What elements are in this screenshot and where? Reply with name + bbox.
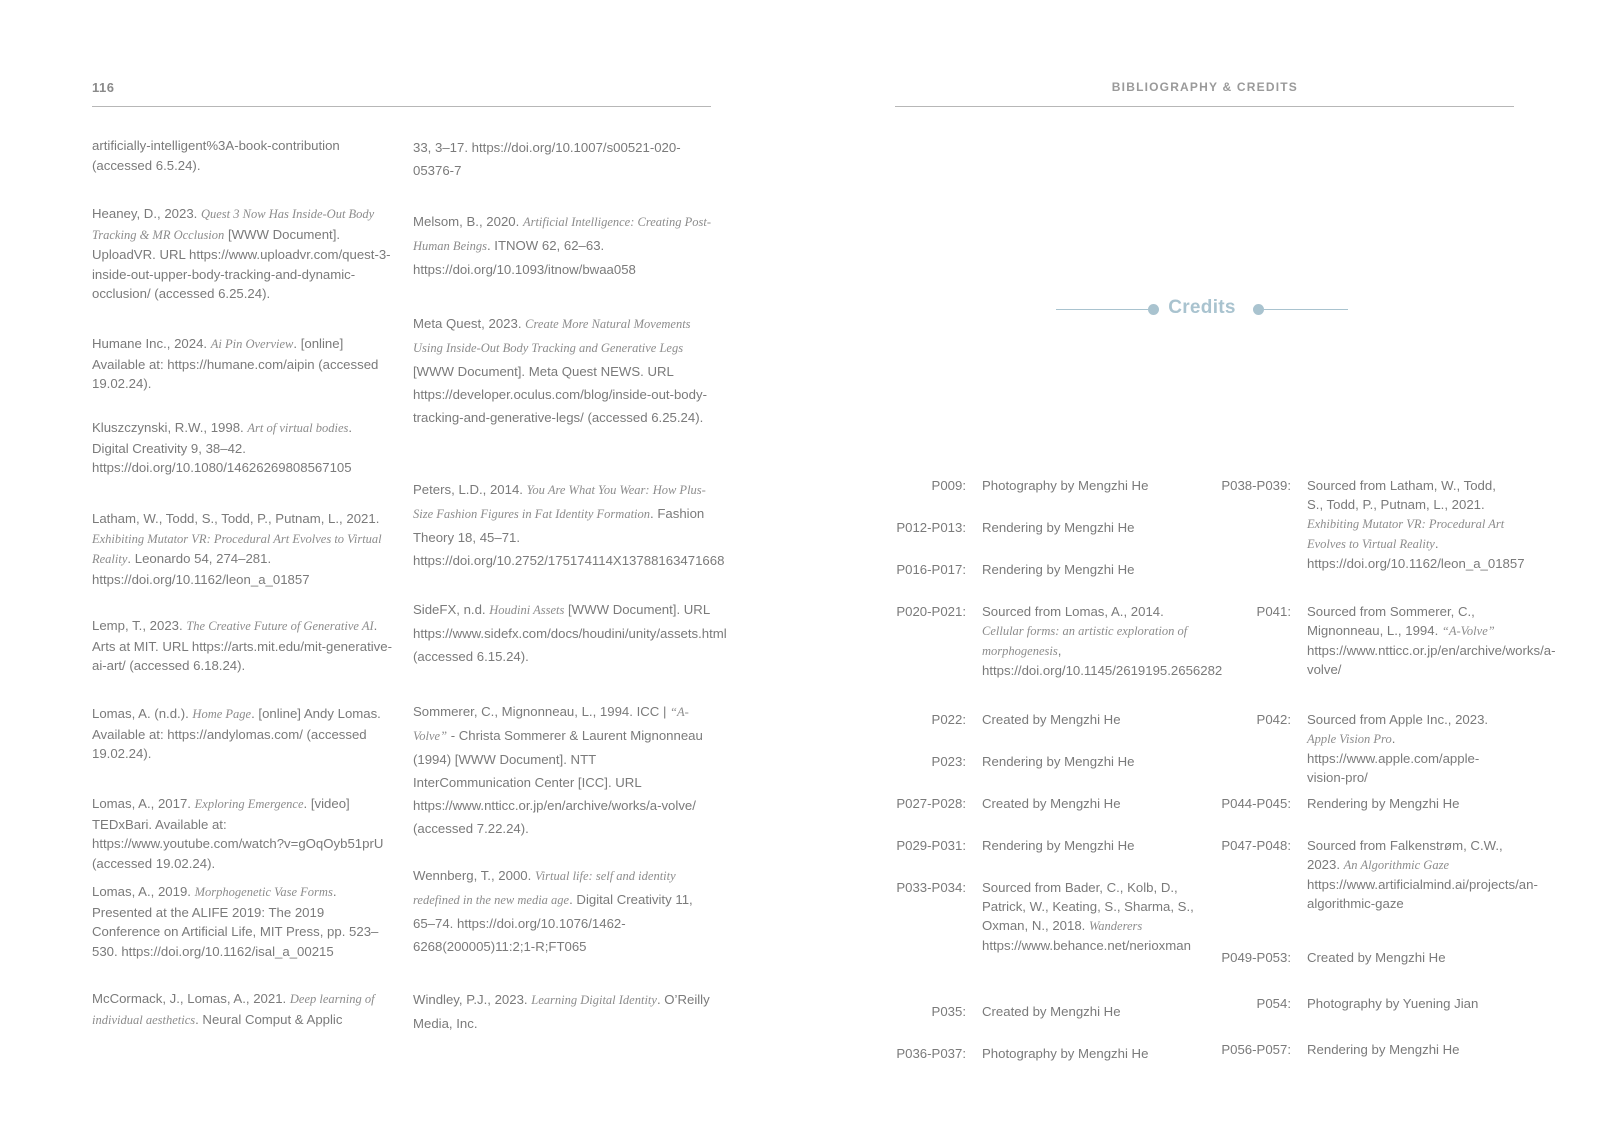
credits-title: Credits <box>1168 297 1236 318</box>
credit-description: Rendering by Mengzhi He <box>1307 796 1460 811</box>
credit-page-code: P038-P039: <box>1221 478 1291 493</box>
right-page-rule <box>895 106 1514 107</box>
italic-title: Virtual life: self and identity redefined in the new media age <box>413 869 676 907</box>
credit-description: Rendering by Mengzhi He <box>982 562 1135 577</box>
credit-page-code: P033-P034: <box>896 880 966 895</box>
bibliography-entry: Sommerer, C., Mignonneau, L., 1994. ICC | “A-Volve” - Christa Sommerer & Laurent Mignonneau (1994) [WWW Document]. NTT InterCommunication Center [ICC]. URL https://www.ntticc.or.jp/en/archive/works/a-volve/ (accessed 7.22.24). <box>413 704 703 836</box>
bibliography-entry: Lomas, A., 2017. Exploring Emergence. [video] TEDxBari. Available at: https://www.youtube.com/watch?v=gOqOyb51prU (accessed 19.02.24). <box>92 796 384 871</box>
italic-title: Quest 3 Now Has Inside-Out Body Tracking & MR Occlusion <box>92 207 375 242</box>
credit-page-code: P029-P031: <box>896 838 966 853</box>
italic-title: Exhibiting Mutator VR: Procedural Art Evolves to Virtual Reality <box>1307 517 1505 551</box>
page-number: 116 <box>92 80 115 95</box>
italic-title: Deep learning of individual aesthetics <box>92 992 375 1027</box>
italic-title: Art of virtual bodies <box>247 421 349 435</box>
credit-page-code: P047-P048: <box>1221 838 1291 853</box>
credit-description: Sourced from Lomas, A., 2014. Cellular forms: an artistic exploration of morphogenesis, https://doi.org/10.1145/2619195.2656282 <box>982 604 1223 678</box>
italic-title: Learning Digital Identity <box>531 993 657 1007</box>
running-head: BIBLIOGRAPHY & CREDITS <box>1111 80 1298 94</box>
bibliography-entry: McCormack, J., Lomas, A., 2021. Deep learning of individual aesthetics. Neural Comput & Applic <box>92 991 375 1027</box>
credit-description: Sourced from Falkenstrøm, C.W., 2023. An Algorithmic Gaze https://www.artificialmind.ai/projects/an-algorithmic-gaze <box>1307 838 1538 911</box>
credit-page-code: P036-P037: <box>896 1046 966 1061</box>
credit-description: Rendering by Mengzhi He <box>982 520 1135 535</box>
credit-description: Created by Mengzhi He <box>1307 950 1446 965</box>
credits-heading-line-right <box>1264 309 1348 310</box>
italic-title: Artificial Intelligence: Creating Post-Human Beings <box>413 215 711 253</box>
credit-page-code: P009: <box>931 478 966 493</box>
credit-page-code: P049-P053: <box>1221 950 1291 965</box>
bibliography-entry: Meta Quest, 2023. Create More Natural Movements Using Inside-Out Body Tracking and Generative Legs [WWW Document]. Meta Quest NEWS. URL https://developer.oculus.com/blog/inside-out-body-tracking-and-generative-legs/ (accessed 6.25.24). <box>413 316 707 425</box>
bibliography-entry: artificially-intelligent%3A-book-contribution (accessed 6.5.24). <box>92 138 340 173</box>
italic-title: Exploring Emergence <box>194 797 304 811</box>
bibliography-entry: Wennberg, T., 2000. Virtual life: self and identity redefined in the new media age. Digital Creativity 11, 65–74. https://doi.org/10.1076/1462-6268(200005)11:2;1-R;FT065 <box>413 868 693 954</box>
bibliography-entry: Lomas, A., 2019. Morphogenetic Vase Forms. Presented at the ALIFE 2019: The 2019 Conference on Artificial Life, MIT Press, pp. 523–530. https://doi.org/10.1162/isal_a_00215 <box>92 884 379 959</box>
credits-heading-dot-right <box>1253 304 1264 315</box>
credit-page-code: P022: <box>931 712 966 727</box>
credit-page-code: P023: <box>931 754 966 769</box>
credit-page-code: P056-P057: <box>1221 1042 1291 1057</box>
italic-title: Morphogenetic Vase Forms <box>194 885 333 899</box>
italic-title: You Are What You Wear: How Plus-Size Fashion Figures in Fat Identity Formation <box>413 483 706 521</box>
italic-title: Ai Pin Overview <box>210 337 294 351</box>
bibliography-entry: SideFX, n.d. Houdini Assets [WWW Document]. URL https://www.sidefx.com/docs/houdini/unity/assets.html (accessed 6.15.24). <box>413 602 727 664</box>
credit-page-code: P044-P045: <box>1221 796 1291 811</box>
bibliography-entry: Windley, P.J., 2023. Learning Digital Identity. O’Reilly Media, Inc. <box>413 992 710 1031</box>
bibliography-entry: Lomas, A. (n.d.). Home Page. [online] Andy Lomas. Available at: https://andylomas.com/ (accessed 19.02.24). <box>92 706 381 761</box>
left-page-rule <box>92 106 711 107</box>
credit-description: Rendering by Mengzhi He <box>982 838 1135 853</box>
italic-title: Exhibiting Mutator VR: Procedural Art Evolves to Virtual Reality <box>92 531 382 566</box>
bibliography-entry: Kluszczynski, R.W., 1998. Art of virtual bodies. Digital Creativity 9, 38–42. https://doi.org/10.1080/14626269808567105 <box>92 420 353 475</box>
credit-page-code: P027-P028: <box>896 796 966 811</box>
italic-title: Apple Vision Pro <box>1307 732 1392 746</box>
credit-description: Created by Mengzhi He <box>982 796 1121 811</box>
credit-description: Rendering by Mengzhi He <box>1307 1042 1460 1057</box>
credit-description: Sourced from Apple Inc., 2023. Apple Vision Pro. https://www.apple.com/apple-vision-pro/ <box>1307 712 1489 785</box>
credit-page-code: P020-P021: <box>896 604 966 619</box>
italic-title: “A-Volve” <box>413 705 689 743</box>
credit-description: Photography by Yuening Jian <box>1307 996 1479 1011</box>
bibliography-entry: Humane Inc., 2024. Ai Pin Overview. [online] Available at: https://humane.com/aipin (accessed 19.02.24). <box>92 336 379 391</box>
credit-description: Rendering by Mengzhi He <box>982 754 1135 769</box>
credit-description: Sourced from Latham, W., Todd, S., Todd, P., Putnam, L., 2021. Exhibiting Mutator VR: Procedural Art Evolves to Virtual Reality. https://doi.org/10.1162/leon_a_01857 <box>1307 478 1525 571</box>
italic-title: The Creative Future of Generative AI <box>186 619 374 633</box>
credit-page-code: P042: <box>1256 712 1291 727</box>
credit-page-code: P041: <box>1256 604 1291 619</box>
italic-title: Create More Natural Movements Using Inside-Out Body Tracking and Generative Legs <box>413 317 691 355</box>
credit-description: Sourced from Bader, C., Kolb, D., Patrick, W., Keating, S., Sharma, S., Oxman, N., 2018. Wanderers https://www.behance.net/nerioxman <box>982 880 1194 953</box>
bibliography-entry: Lemp, T., 2023. The Creative Future of Generative AI. Arts at MIT. URL https://arts.mit.edu/mit-generative-ai-art/ (accessed 6.18.24). <box>92 618 392 673</box>
credit-description: Photography by Mengzhi He <box>982 1046 1149 1061</box>
credit-description: Photography by Mengzhi He <box>982 478 1149 493</box>
credit-page-code: P035: <box>931 1004 966 1019</box>
italic-title: Cellular forms: an artistic exploration of morphogenesis <box>982 624 1188 658</box>
italic-title: Wanderers <box>1089 919 1143 933</box>
credit-page-code: P012-P013: <box>896 520 966 535</box>
italic-title: Home Page <box>192 707 252 721</box>
bibliography-entry: 33, 3–17. https://doi.org/10.1007/s00521-020-05376-7 <box>413 140 681 178</box>
credit-page-code: P054: <box>1256 996 1291 1011</box>
credit-description: Created by Mengzhi He <box>982 712 1121 727</box>
credit-description: Created by Mengzhi He <box>982 1004 1121 1019</box>
credit-description: Sourced from Sommerer, C., Mignonneau, L., 1994. “A-Volve” https://www.ntticc.or.jp/en/archive/works/a-volve/ <box>1307 604 1556 677</box>
bibliography-entry: Melsom, B., 2020. Artificial Intelligence: Creating Post-Human Beings. ITNOW 62, 62–63. https://doi.org/10.1093/itnow/bwaa058 <box>413 214 711 277</box>
italic-title: An Algorithmic Gaze <box>1343 858 1449 872</box>
bibliography-entry: Heaney, D., 2023. Quest 3 Now Has Inside-Out Body Tracking & MR Occlusion [WWW Document]. UploadVR. URL https://www.uploadvr.com/quest-3-inside-out-upper-body-tracking-and-dynamic-occlusion/ (accessed 6.25.24). <box>92 206 391 301</box>
credit-page-code: P016-P017: <box>896 562 966 577</box>
italic-title: Houdini Assets <box>489 603 565 617</box>
bibliography-entry: Peters, L.D., 2014. You Are What You Wear: How Plus-Size Fashion Figures in Fat Identity Formation. Fashion Theory 18, 45–71. https://doi.org/10.2752/175174114X13788163471668 <box>413 482 725 568</box>
italic-title: “A-Volve” <box>1441 624 1495 638</box>
credits-heading <box>1056 296 1348 324</box>
bibliography-entry: Latham, W., Todd, S., Todd, P., Putnam, L., 2021. Exhibiting Mutator VR: Procedural Art Evolves to Virtual Reality. Leonardo 54, 274–281. https://doi.org/10.1162/leon_a_01857 <box>92 511 382 587</box>
